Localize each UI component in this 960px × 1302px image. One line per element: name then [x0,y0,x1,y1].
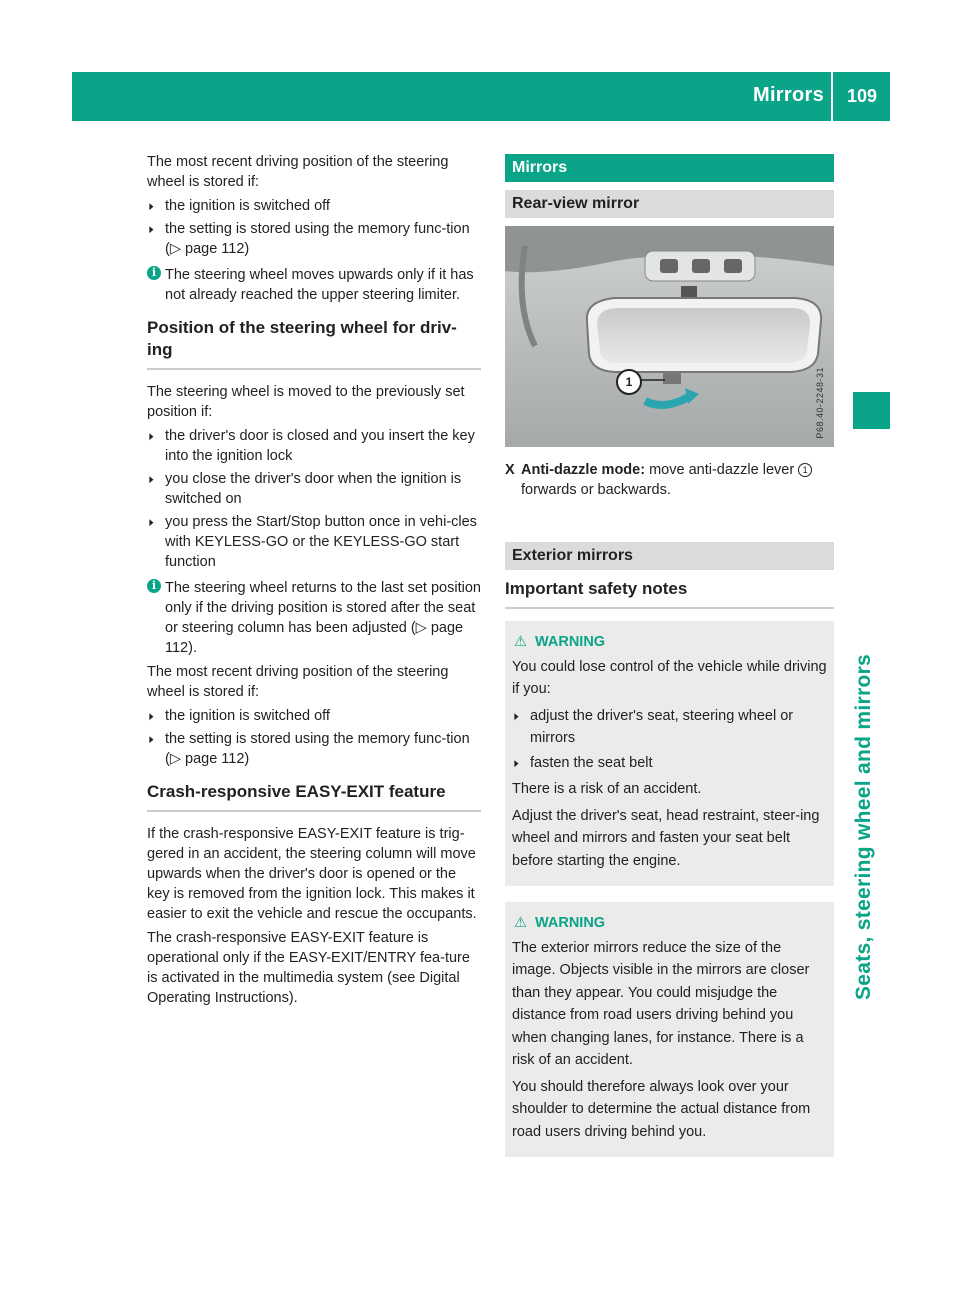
paragraph: You could lose control of the vehicle while driving if you: [512,658,827,697]
bullet-list [147,196,481,259]
info-note [147,578,481,658]
list-item: ▶ the ignition is switched off [147,706,481,726]
list-item: ▶ the driver's door is closed and you insert the key into the ignition lock [147,426,481,466]
chapter-title: Seats, steering wheel and mirrors [852,653,875,1000]
subsection-title-bar: Rear-view mirror [505,190,834,218]
left-column [147,152,481,1012]
bullet-list [147,706,481,769]
header-section-title: Mirrors [752,84,824,106]
paragraph: The crash-responsive EASY-EXIT feature is operational only if the EASY-EXIT/ENTRY fea-ture is activated in the multimedia system (see Digital Operating Instructions). [147,930,470,1006]
paragraph: The steering wheel is moved to the previously set position if: [147,384,465,420]
note-text: The steering wheel moves upwards only if it has not already reached the upper steering limiter. [165,267,474,303]
header-divider [831,72,833,121]
section-heading: Position of the steering wheel for driv-ing [147,317,481,370]
paragraph: There is a risk of an accident. [512,781,702,797]
instruction-text: move anti-dazzle lever [645,462,799,478]
warning-title [512,631,827,654]
callout-marker: 1 [616,369,642,395]
paragraph: The most recent driving position of the steering wheel is stored if: [147,664,449,700]
info-note [147,265,481,305]
subsection-title-bar: Exterior mirrors [505,542,834,570]
list-item: ▶ you close the driver's door when the ignition is switched on [147,469,481,509]
info-icon: i [147,579,161,593]
section-heading: Important safety notes [505,578,834,609]
paragraph: You should therefore always look over your shoulder to determine the actual distance from road users driving behind you. [512,1078,811,1140]
warning-label: WARNING [535,915,606,931]
rear-view-mirror-illustration [505,226,834,447]
info-icon: i [147,266,161,280]
instruction-label: Anti-dazzle mode: [521,462,646,478]
figure-code: P68.40-2248-31 [815,367,825,439]
section-title-bar: Mirrors [505,154,834,182]
list-item: ▶ the setting is stored using the memory func-tion (▷ page 112) [147,219,481,259]
instruction-text-tail: forwards or backwards. [521,482,671,498]
list-item: ▶ fasten the seat belt [512,752,827,775]
paragraph: If the crash-responsive EASY-EXIT feature is trig-gered in an accident, the steering column will move upwards when the driver's door is opened or the key is removed from the ignition lock. This makes it easier to exit the vehicle and rescue the occupants. [147,826,477,922]
warning-box [505,902,834,1157]
paragraph: Adjust the driver's seat, head restraint, steer-ing wheel and mirrors and fasten your seat belt before starting the engine. [512,807,820,869]
bullet-list [512,705,827,775]
warning-label: WARNING [535,634,606,650]
warning-triangle-icon: ⚠ [514,634,527,650]
warning-title [512,912,827,935]
right-column [505,154,834,1157]
warning-box [505,621,834,886]
section-heading: Crash-responsive EASY-EXIT feature [147,781,481,812]
page-number: 109 [846,86,878,106]
note-text: The steering wheel returns to the last set position only if the driving position is stored after the seat or steering column has been adjusted (▷ page 112). [165,580,481,656]
mirror-drawing [505,226,834,447]
warning-triangle-icon: ⚠ [514,915,527,931]
list-item: ▶ the setting is stored using the memory func-tion (▷ page 112) [147,729,481,769]
list-item: ▶ adjust the driver's seat, steering wheel or mirrors [512,705,827,750]
list-item: ▶ the ignition is switched off [147,196,481,216]
instruction-step [505,460,834,500]
paragraph: The exterior mirrors reduce the size of the image. Objects visible in the mirrors are closer than they appear. You could misjudge the distance from road users driving behind you when changing lanes, for instance. There is a risk of an accident. [512,939,810,1068]
list-item: ▶ you press the Start/Stop button once in vehi-cles with KEYLESS-GO or the KEYLESS-GO start function [147,512,481,572]
paragraph: The most recent driving position of the steering wheel is stored if: [147,154,449,190]
inline-callout-marker: 1 [798,463,812,477]
bullet-list [147,426,481,572]
